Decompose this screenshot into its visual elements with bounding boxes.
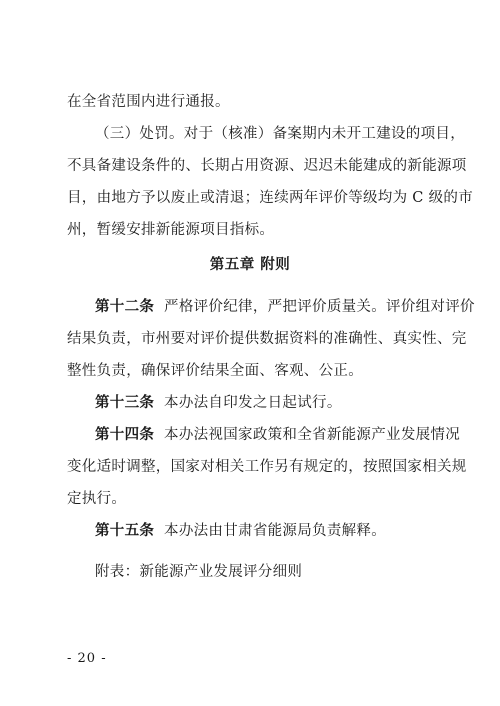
article-15-line <box>95 521 386 541</box>
article-text: 本办法自印发之日起试行。 <box>164 395 342 411</box>
article-text: 严格评价纪律，严把评价质量关。评价组对评价 <box>164 299 475 315</box>
text-line: 结果负责，市州要对评价提供数据资料的准确性、真实性、完 <box>67 331 467 347</box>
article-14-label: 第十四条 <box>95 427 155 443</box>
text-line: 目，由地方予以废止或清退；连续两年评价等级均为 C 级的市 <box>67 190 474 206</box>
text-line: （三）处罚。对于（核准）备案期内未开工建设的项目， <box>95 126 465 142</box>
article-12-line <box>95 297 475 317</box>
text-line: 整性负责，确保评价结果全面、客观、公正。 <box>67 363 363 379</box>
article-14-line <box>95 425 460 445</box>
chapter-heading: 第五章 附则 <box>209 257 291 273</box>
text-line: 定执行。 <box>67 491 127 507</box>
article-13-label: 第十三条 <box>95 395 155 411</box>
article-12-label: 第十二条 <box>95 299 155 315</box>
article-15-label: 第十五条 <box>95 523 155 539</box>
article-text: 本办法视国家政策和全省新能源产业发展情况 <box>164 427 461 443</box>
text-line: 在全省范围内进行通报。 <box>67 94 230 110</box>
text-line: 州，暂缓安排新能源项目指标。 <box>67 222 275 238</box>
attachment-note: 附表：新能源产业发展评分细则 <box>95 564 303 580</box>
text-line: 变化适时调整，国家对相关工作另有规定的，按照国家相关规 <box>67 459 467 475</box>
page-number: - 20 - <box>67 651 107 666</box>
article-text: 本办法由甘肃省能源局负责解释。 <box>164 523 387 539</box>
article-13-line <box>95 393 342 413</box>
text-line: 不具备建设条件的、长期占用资源、迟迟未能建成的新能源项 <box>67 158 467 174</box>
